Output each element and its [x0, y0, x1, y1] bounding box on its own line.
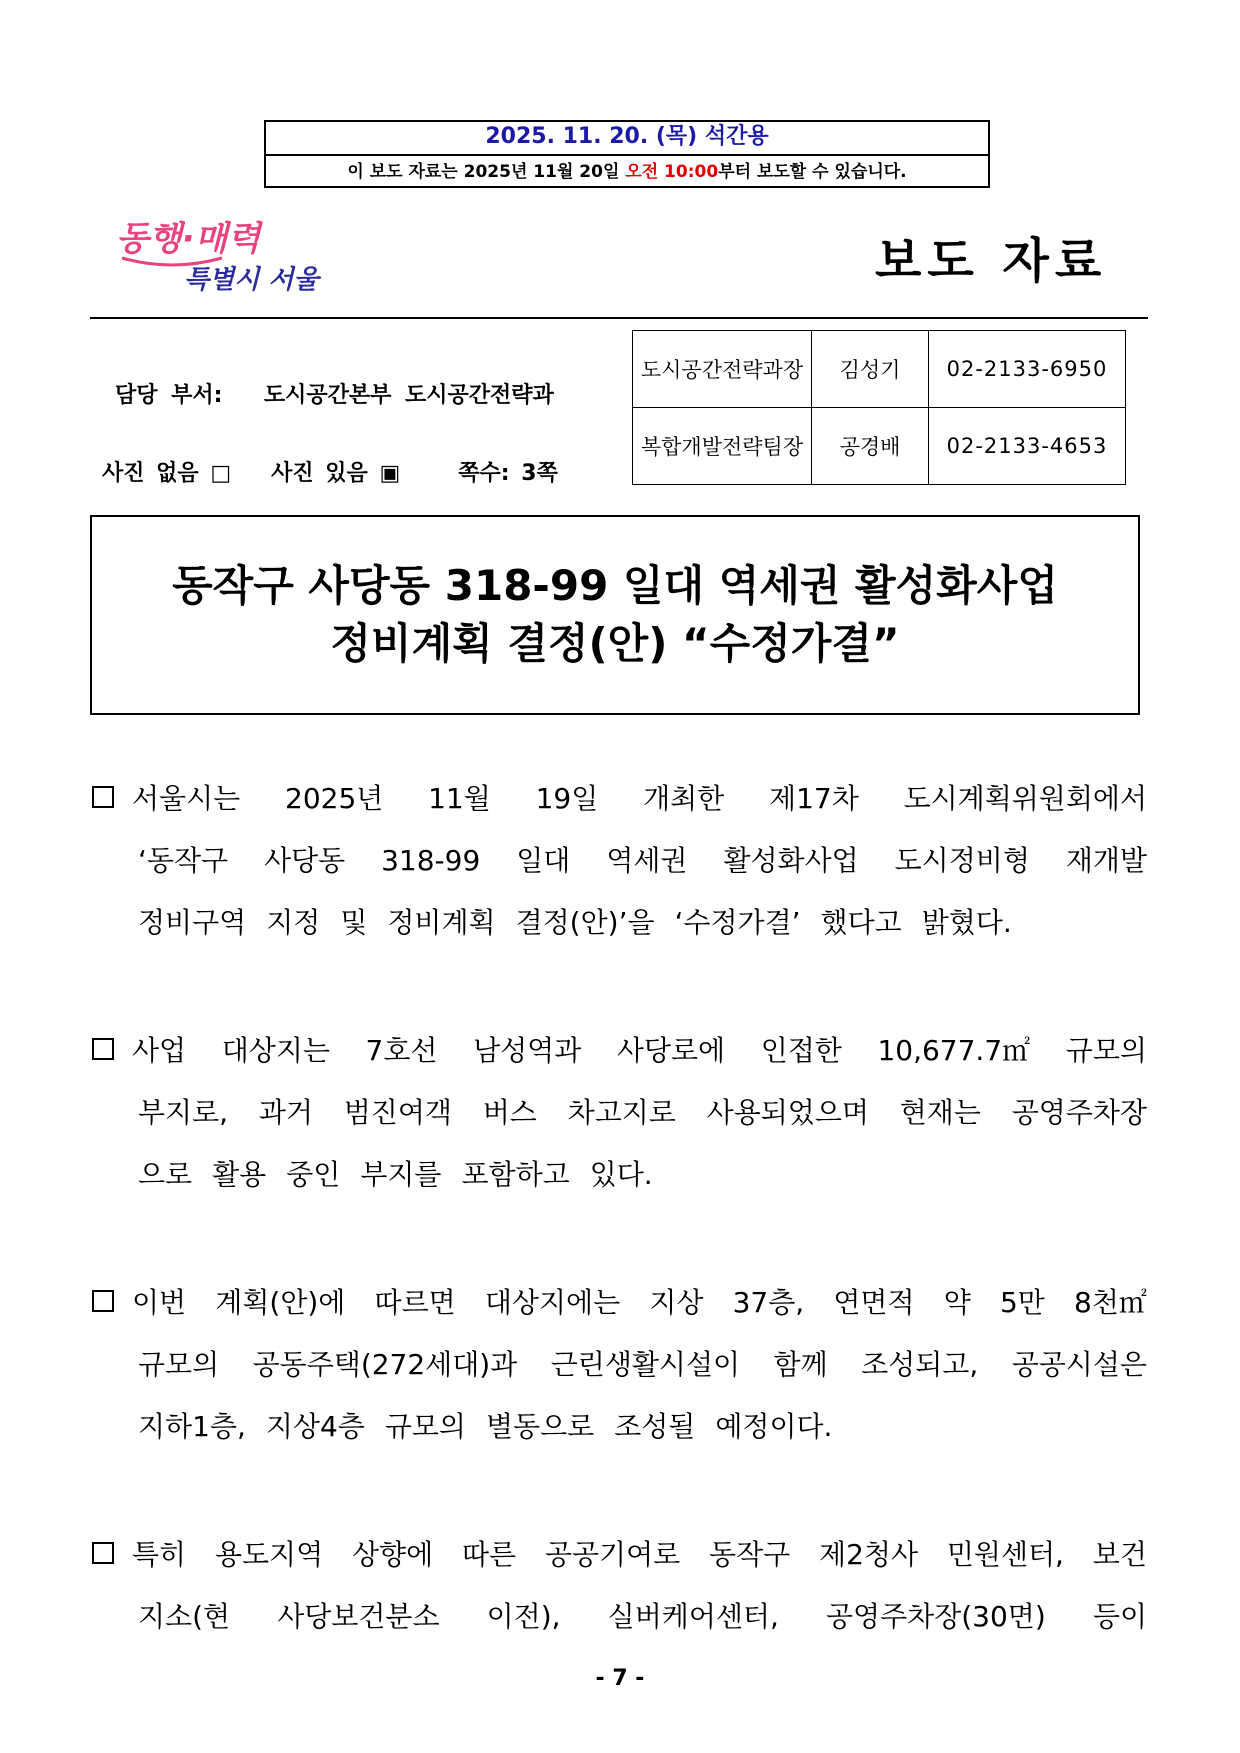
pages-label: 쪽수: [458, 461, 510, 486]
paragraph-word: 서울시는 [132, 782, 241, 815]
paragraph-word: 지상 [649, 1286, 704, 1319]
logo-line1: 동행·매력 [116, 219, 261, 259]
paragraph-word: 과거 [258, 1096, 313, 1129]
paragraph-word: 정비구역 [138, 906, 247, 939]
paragraph-word: 버스 [482, 1096, 537, 1129]
paragraph-word: 10,677.7㎡ [877, 1034, 1031, 1067]
paragraph-line [92, 1396, 1147, 1458]
embargo-notice-post: 부터 보도할 수 있습니다. [718, 162, 907, 182]
paragraph-line [92, 892, 1147, 954]
paragraph-word: 계획(안)에 [215, 1286, 346, 1319]
embargo-notice-time: 오전 10:00 [625, 162, 719, 182]
paragraph-word: 동작구 [709, 1538, 791, 1571]
paragraph-word: 중인 [286, 1158, 341, 1191]
department-label: 담당 부서: [115, 383, 223, 408]
paragraph-word: 부지로, [138, 1096, 229, 1129]
contact-name: 김성기 [812, 331, 929, 408]
paragraph-word: 사용되었으며 [706, 1096, 869, 1129]
contact-row [633, 331, 1126, 408]
paragraph-word: 부지를 [360, 1158, 442, 1191]
paragraph-word: 8천㎡ [1074, 1286, 1147, 1319]
paragraph-word: 포함하고 [461, 1158, 570, 1191]
paragraph-line [92, 1020, 1147, 1082]
paragraph-word: 정비계획 [387, 906, 496, 939]
paragraph-word: ‘동작구 [138, 844, 229, 877]
bullet-box-icon [92, 1038, 114, 1060]
paragraph-line [92, 768, 1147, 830]
embargo-box [264, 120, 990, 188]
paragraph-word: 도시계획위원회에서 [903, 782, 1147, 815]
paragraph-word: 별동으로 [485, 1410, 595, 1443]
paragraph-word: 함께 [773, 1348, 828, 1381]
paragraph-word: 37층, [732, 1286, 805, 1319]
paragraph-line [92, 1334, 1147, 1396]
paragraph-word: 7호선 [365, 1034, 438, 1067]
headline-line2: 정비계획 결정(안) “수정가결” [330, 619, 900, 668]
photo-info-line [102, 456, 558, 487]
paragraph-word: 사당동 [264, 844, 346, 877]
paragraph-word: 민원센터, [946, 1538, 1064, 1571]
paragraph-word: 연면적 [833, 1286, 915, 1319]
bullet-box-icon [92, 1290, 114, 1312]
paragraph-word: 재개발 [1065, 844, 1147, 877]
paragraph-word: 이번 [132, 1286, 187, 1319]
paragraph-line [92, 830, 1147, 892]
paragraph-word: 규모의 [384, 1410, 466, 1443]
paragraph-word: 규모의 [1065, 1034, 1147, 1067]
contact-name: 공경배 [812, 408, 929, 485]
paragraph-word: 활용 [212, 1158, 267, 1191]
paragraph-word: 사당로에 [616, 1034, 726, 1067]
paragraph-word: 318-99 [381, 844, 481, 877]
header-divider [90, 317, 1148, 319]
paragraph-word: 지상4층 [265, 1410, 365, 1443]
paragraph-word: 지하1층, [138, 1410, 246, 1443]
paragraph-word: 인접한 [760, 1034, 842, 1067]
paragraph-word: 대상지는 [221, 1034, 330, 1067]
embargo-date: 2025. 11. 20. (목) 석간용 [266, 122, 988, 156]
paragraph-word: 했다고 [820, 906, 902, 939]
paragraph-word: 제17차 [769, 782, 859, 815]
bullet-box-icon [92, 1542, 114, 1564]
paragraph-line [92, 1144, 1147, 1206]
document-type: 보도 자료 [875, 233, 1108, 289]
paragraph-word: 공영주차장(30면) [826, 1600, 1046, 1633]
paragraph-word: 현재는 [899, 1096, 981, 1129]
paragraph-word: 특히 [132, 1538, 187, 1571]
paragraph-word: 용도지역 [214, 1538, 324, 1571]
paragraph-word: 조성될 [614, 1410, 696, 1443]
paragraph-word: 도시정비형 [894, 844, 1030, 877]
pages-value: 3쪽 [521, 461, 558, 486]
paragraph-word: 공동주택(272세대)과 [252, 1348, 518, 1381]
paragraph-word: 11월 [428, 782, 491, 815]
paragraph-word: 등이 [1092, 1600, 1147, 1633]
paragraph-word: 예정이다. [715, 1410, 833, 1443]
paragraph-word: 이전), [486, 1600, 561, 1633]
paragraph-3 [92, 1272, 1147, 1458]
headline-box [90, 515, 1140, 715]
bullet-box-icon [92, 786, 114, 808]
contact-row [633, 408, 1126, 485]
logo-line2: 특별시 서울 [184, 265, 319, 295]
contacts-table [632, 330, 1126, 485]
paragraph-word: 범진여객 [343, 1096, 452, 1129]
department-value: 도시공간본부 도시공간전략과 [263, 383, 554, 408]
embargo-notice [266, 156, 988, 188]
embargo-notice-pre: 이 보도 자료는 2025년 11월 20일 [347, 162, 626, 182]
logo-swash [122, 258, 222, 265]
paragraph-word: 약 [943, 1286, 971, 1319]
paragraph-word: 공영주차장 [1011, 1096, 1147, 1129]
paragraph-word: 제2청사 [819, 1538, 919, 1571]
paragraph-word: 지소(현 [138, 1600, 231, 1633]
page-number: - 7 - [595, 1666, 645, 1691]
paragraph-word: 지정 [266, 906, 321, 939]
paragraph-word: 공공기여로 [544, 1538, 681, 1571]
paragraph-word: 조성되고, [861, 1348, 979, 1381]
paragraph-word: 대상지에는 [484, 1286, 621, 1319]
paragraph-word: 활성화사업 [723, 844, 859, 877]
paragraph-word: 역세권 [606, 844, 688, 877]
paragraph-word: 따르면 [374, 1286, 456, 1319]
paragraph-word: 공공시설은 [1011, 1348, 1147, 1381]
with-photo-checkbox-icon: ▣ [379, 461, 401, 486]
paragraph-word: 결정(안)’을 [515, 906, 655, 939]
paragraph-word: 19일 [535, 782, 599, 815]
paragraph-word: 보건 [1092, 1538, 1147, 1571]
paragraph-word: 상향에 [352, 1538, 434, 1571]
paragraph-word: 사업 [132, 1034, 187, 1067]
paragraph-line [92, 1586, 1147, 1648]
paragraph-word: 남성역과 [473, 1034, 582, 1067]
paragraph-word: 따른 [462, 1538, 517, 1571]
paragraph-line [92, 1272, 1147, 1334]
paragraph-line [92, 1082, 1147, 1144]
paragraph-word: 5만 [999, 1286, 1045, 1319]
paragraph-word: 차고지로 [567, 1096, 676, 1129]
seoul-logo [112, 210, 352, 300]
department-line [115, 378, 554, 409]
paragraph-word: 밝혔다. [921, 906, 1012, 939]
paragraph-word: 있다. [589, 1158, 653, 1191]
contact-phone: 02-2133-6950 [929, 331, 1126, 408]
paragraph-word: 일대 [516, 844, 571, 877]
paragraph-word: 2025년 [285, 782, 384, 815]
paragraph-word: 사당보건분소 [277, 1600, 440, 1633]
paragraph-word: 및 [340, 906, 368, 939]
paragraph-word: ‘수정가결’ [674, 906, 801, 939]
with-photo-label: 사진 있음 [271, 461, 368, 486]
paragraph-1 [92, 768, 1147, 954]
headline-line1: 동작구 사당동 318-99 일대 역세권 활성화사업 [172, 561, 1058, 610]
paragraph-word: 실버케어센터, [607, 1600, 779, 1633]
contact-position: 도시공간전략과장 [633, 331, 812, 408]
no-photo-checkbox-icon: □ [210, 461, 232, 486]
paragraph-line [92, 1524, 1147, 1586]
contact-position: 복합개발전략팀장 [633, 408, 812, 485]
paragraph-word: 으로 [138, 1158, 193, 1191]
paragraph-word: 개최한 [643, 782, 725, 815]
paragraph-2 [92, 1020, 1147, 1206]
paragraph-word: 근린생활시설이 [550, 1348, 741, 1381]
no-photo-label: 사진 없음 [102, 461, 199, 486]
contact-phone: 02-2133-4653 [929, 408, 1126, 485]
paragraph-4 [92, 1524, 1147, 1648]
paragraph-word: 규모의 [138, 1348, 220, 1381]
